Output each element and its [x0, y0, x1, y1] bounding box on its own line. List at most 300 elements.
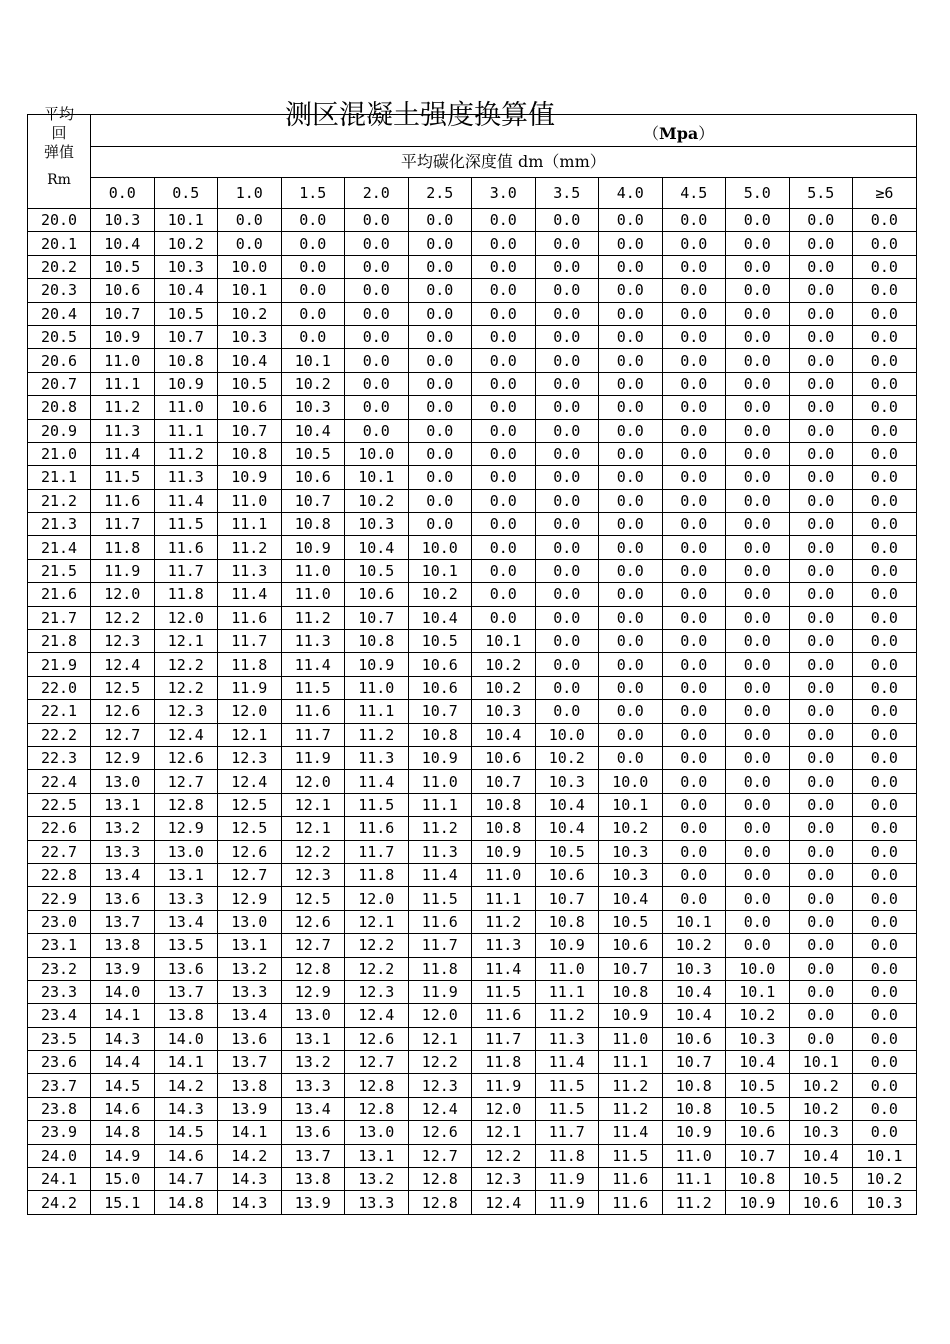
strength-value-cell: 12.7: [91, 723, 155, 746]
strength-value-cell: 0.0: [853, 817, 917, 840]
strength-value-cell: 12.0: [281, 770, 345, 793]
strength-value-cell: 12.0: [154, 606, 218, 629]
strength-value-cell: 0.0: [789, 676, 853, 699]
strength-value-cell: 11.1: [599, 1051, 663, 1074]
strength-value-cell: 0.0: [408, 396, 472, 419]
strength-value-cell: 14.2: [154, 1074, 218, 1097]
rm-header-cell: [28, 105, 91, 209]
strength-value-cell: 12.3: [154, 700, 218, 723]
table-row: [28, 957, 917, 980]
strength-value-cell: 12.1: [281, 793, 345, 816]
table-row: [28, 934, 917, 957]
strength-value-cell: 10.4: [662, 1004, 726, 1027]
rm-value-cell: 24.2: [28, 1191, 91, 1214]
table-row: [28, 325, 917, 348]
strength-value-cell: 12.8: [408, 1191, 472, 1214]
strength-value-cell: 0.0: [853, 606, 917, 629]
strength-value-cell: 0.0: [472, 325, 536, 348]
strength-value-cell: 14.2: [218, 1144, 282, 1167]
strength-value-cell: 11.3: [218, 559, 282, 582]
strength-value-cell: 0.0: [662, 840, 726, 863]
strength-value-cell: 11.8: [154, 583, 218, 606]
strength-value-cell: 0.0: [408, 419, 472, 442]
strength-value-cell: 0.0: [408, 372, 472, 395]
strength-value-cell: 0.0: [789, 887, 853, 910]
strength-value-cell: 0.0: [853, 910, 917, 933]
strength-value-cell: 0.0: [853, 630, 917, 653]
strength-value-cell: 12.8: [345, 1097, 409, 1120]
strength-value-cell: 11.2: [154, 442, 218, 465]
strength-value-cell: 0.0: [599, 536, 663, 559]
strength-value-cell: 0.0: [599, 419, 663, 442]
strength-value-cell: 0.0: [662, 863, 726, 886]
strength-value-cell: 0.0: [726, 863, 790, 886]
strength-value-cell: 0.0: [789, 980, 853, 1003]
strength-value-cell: 10.9: [218, 466, 282, 489]
strength-value-cell: 0.0: [599, 372, 663, 395]
strength-value-cell: 13.1: [218, 934, 282, 957]
strength-value-cell: 13.2: [218, 957, 282, 980]
strength-value-cell: 0.0: [535, 209, 599, 232]
strength-value-cell: 12.3: [408, 1074, 472, 1097]
strength-value-cell: 0.0: [789, 372, 853, 395]
table-row: [28, 1121, 917, 1144]
strength-value-cell: 10.1: [726, 980, 790, 1003]
strength-value-cell: 14.0: [91, 980, 155, 1003]
strength-value-cell: 12.1: [218, 723, 282, 746]
strength-value-cell: 10.8: [408, 723, 472, 746]
strength-value-cell: 12.5: [218, 817, 282, 840]
strength-value-cell: 0.0: [535, 372, 599, 395]
strength-value-cell: 11.0: [662, 1144, 726, 1167]
strength-value-cell: 10.4: [91, 232, 155, 255]
strength-value-cell: 13.1: [345, 1144, 409, 1167]
strength-value-cell: 0.0: [789, 325, 853, 348]
strength-value-cell: 0.0: [726, 630, 790, 653]
strength-value-cell: 12.3: [345, 980, 409, 1003]
strength-value-cell: 12.7: [154, 770, 218, 793]
table-row: [28, 1074, 917, 1097]
strength-value-cell: 0.0: [726, 910, 790, 933]
strength-value-cell: 0.0: [853, 279, 917, 302]
strength-value-cell: 13.9: [281, 1191, 345, 1214]
strength-value-cell: 11.6: [91, 489, 155, 512]
strength-value-cell: 11.2: [535, 1004, 599, 1027]
strength-value-cell: 0.0: [853, 255, 917, 278]
strength-value-cell: 13.9: [91, 957, 155, 980]
strength-value-cell: 0.0: [345, 279, 409, 302]
strength-value-cell: 0.0: [853, 209, 917, 232]
strength-value-cell: 10.5: [726, 1097, 790, 1120]
strength-value-cell: 10.2: [154, 232, 218, 255]
depth-column-header: 3.5: [535, 178, 599, 209]
strength-value-cell: 11.0: [408, 770, 472, 793]
strength-value-cell: 12.6: [218, 840, 282, 863]
strength-value-cell: 12.3: [218, 746, 282, 769]
strength-value-cell: 11.0: [281, 559, 345, 582]
strength-value-cell: 0.0: [853, 676, 917, 699]
strength-value-cell: 10.7: [345, 606, 409, 629]
strength-value-cell: 10.3: [535, 770, 599, 793]
rm-header-line2: 回: [51, 124, 67, 142]
rm-value-cell: 21.0: [28, 442, 91, 465]
strength-value-cell: 0.0: [853, 980, 917, 1003]
strength-value-cell: 10.2: [789, 1097, 853, 1120]
table-row: [28, 770, 917, 793]
strength-value-cell: 13.6: [281, 1121, 345, 1144]
strength-value-cell: 13.7: [154, 980, 218, 1003]
strength-value-cell: 14.6: [91, 1097, 155, 1120]
strength-value-cell: 12.7: [408, 1144, 472, 1167]
strength-value-cell: 0.0: [662, 793, 726, 816]
strength-value-cell: 13.7: [281, 1144, 345, 1167]
strength-value-cell: 0.0: [853, 793, 917, 816]
strength-value-cell: 0.0: [472, 419, 536, 442]
table-row: [28, 676, 917, 699]
strength-value-cell: 0.0: [789, 863, 853, 886]
strength-value-cell: 12.0: [472, 1097, 536, 1120]
strength-value-cell: 11.3: [154, 466, 218, 489]
strength-value-cell: 11.9: [218, 676, 282, 699]
strength-value-cell: 11.0: [281, 583, 345, 606]
strength-value-cell: 0.0: [599, 302, 663, 325]
strength-value-cell: 0.0: [789, 1004, 853, 1027]
strength-value-cell: 10.5: [599, 910, 663, 933]
strength-value-cell: 10.9: [599, 1004, 663, 1027]
strength-value-cell: 11.9: [535, 1168, 599, 1191]
strength-value-cell: 0.0: [662, 372, 726, 395]
depth-column-header: 1.0: [218, 178, 282, 209]
strength-value-cell: 0.0: [789, 793, 853, 816]
rm-value-cell: 23.1: [28, 934, 91, 957]
strength-value-cell: 13.5: [154, 934, 218, 957]
strength-value-cell: 12.1: [345, 910, 409, 933]
rm-value-cell: 20.8: [28, 396, 91, 419]
strength-value-cell: 0.0: [726, 817, 790, 840]
rm-value-cell: 20.6: [28, 349, 91, 372]
rm-value-cell: 20.4: [28, 302, 91, 325]
strength-value-cell: 0.0: [408, 232, 472, 255]
strength-value-cell: 12.0: [345, 887, 409, 910]
strength-value-cell: 11.8: [408, 957, 472, 980]
strength-value-cell: 12.1: [281, 817, 345, 840]
strength-value-cell: 0.0: [535, 442, 599, 465]
rm-value-cell: 21.5: [28, 559, 91, 582]
strength-value-cell: 13.7: [218, 1051, 282, 1074]
strength-value-cell: 10.9: [345, 653, 409, 676]
strength-value-cell: 10.0: [218, 255, 282, 278]
table-row: [28, 630, 917, 653]
strength-value-cell: 0.0: [726, 255, 790, 278]
rm-value-cell: 23.3: [28, 980, 91, 1003]
strength-value-cell: 13.0: [218, 910, 282, 933]
strength-value-cell: 0.0: [472, 466, 536, 489]
strength-value-cell: 10.8: [472, 817, 536, 840]
strength-value-cell: 14.9: [91, 1144, 155, 1167]
strength-value-cell: 0.0: [853, 1097, 917, 1120]
strength-value-cell: 0.0: [472, 302, 536, 325]
strength-value-cell: 0.0: [662, 536, 726, 559]
strength-value-cell: 0.0: [853, 325, 917, 348]
strength-value-cell: 0.0: [472, 442, 536, 465]
strength-value-cell: 11.6: [599, 1191, 663, 1214]
strength-value-cell: 0.0: [408, 513, 472, 536]
strength-value-cell: 13.3: [91, 840, 155, 863]
strength-value-cell: 10.8: [345, 630, 409, 653]
strength-value-cell: 0.0: [853, 746, 917, 769]
strength-value-cell: 11.3: [472, 934, 536, 957]
strength-value-cell: 0.0: [789, 934, 853, 957]
strength-value-cell: 0.0: [408, 209, 472, 232]
strength-value-cell: 0.0: [853, 583, 917, 606]
strength-value-cell: 0.0: [535, 700, 599, 723]
strength-value-cell: 0.0: [535, 653, 599, 676]
strength-value-cell: 11.6: [154, 536, 218, 559]
strength-value-cell: 0.0: [535, 255, 599, 278]
rm-value-cell: 23.2: [28, 957, 91, 980]
depth-column-header: 5.5: [789, 178, 853, 209]
strength-value-cell: 12.8: [345, 1074, 409, 1097]
table-row: [28, 980, 917, 1003]
strength-value-cell: 0.0: [345, 419, 409, 442]
strength-value-cell: 11.1: [218, 513, 282, 536]
strength-value-cell: 0.0: [599, 442, 663, 465]
strength-value-cell: 0.0: [599, 466, 663, 489]
strength-value-cell: 13.2: [91, 817, 155, 840]
strength-value-cell: 12.7: [345, 1051, 409, 1074]
strength-value-cell: 0.0: [789, 1027, 853, 1050]
strength-value-cell: 0.0: [853, 770, 917, 793]
strength-value-cell: 14.1: [218, 1121, 282, 1144]
strength-value-cell: 0.0: [726, 419, 790, 442]
strength-value-cell: 0.0: [345, 325, 409, 348]
strength-value-cell: 11.5: [408, 887, 472, 910]
strength-value-cell: 0.0: [662, 419, 726, 442]
strength-value-cell: 10.7: [662, 1051, 726, 1074]
strength-value-cell: 0.0: [726, 209, 790, 232]
strength-value-cell: 0.0: [662, 232, 726, 255]
strength-value-cell: 0.0: [726, 606, 790, 629]
strength-value-cell: 11.6: [472, 1004, 536, 1027]
rm-value-cell: 23.6: [28, 1051, 91, 1074]
strength-value-cell: 0.0: [789, 209, 853, 232]
strength-value-cell: 14.6: [154, 1144, 218, 1167]
table-row: [28, 863, 917, 886]
strength-value-cell: 0.0: [408, 255, 472, 278]
strength-value-cell: 12.9: [154, 817, 218, 840]
rm-value-cell: 20.5: [28, 325, 91, 348]
strength-value-cell: 10.2: [853, 1168, 917, 1191]
strength-value-cell: 12.0: [91, 583, 155, 606]
strength-value-cell: 11.2: [408, 817, 472, 840]
strength-value-cell: 10.0: [535, 723, 599, 746]
strength-value-cell: 14.3: [154, 1097, 218, 1120]
strength-value-cell: 10.4: [789, 1144, 853, 1167]
strength-value-cell: 12.2: [154, 653, 218, 676]
strength-value-cell: 10.3: [154, 255, 218, 278]
strength-value-cell: 14.3: [218, 1191, 282, 1214]
table-row: [28, 910, 917, 933]
strength-value-cell: 14.1: [91, 1004, 155, 1027]
strength-value-cell: 0.0: [726, 302, 790, 325]
strength-value-cell: 12.2: [472, 1144, 536, 1167]
strength-value-cell: 11.5: [154, 513, 218, 536]
strength-value-cell: 0.0: [726, 232, 790, 255]
strength-value-cell: 10.6: [408, 676, 472, 699]
strength-value-cell: 0.0: [599, 653, 663, 676]
strength-value-cell: 10.0: [345, 442, 409, 465]
strength-value-cell: 0.0: [662, 676, 726, 699]
strength-value-cell: 10.3: [472, 700, 536, 723]
strength-value-cell: 11.2: [91, 396, 155, 419]
strength-value-cell: 0.0: [599, 232, 663, 255]
strength-value-cell: 10.6: [408, 653, 472, 676]
strength-value-cell: 0.0: [789, 489, 853, 512]
strength-value-cell: 0.0: [853, 840, 917, 863]
strength-value-cell: 11.5: [599, 1144, 663, 1167]
strength-value-cell: 0.0: [853, 396, 917, 419]
depth-column-header: 2.5: [408, 178, 472, 209]
strength-value-cell: 10.4: [535, 793, 599, 816]
strength-value-cell: 10.3: [218, 325, 282, 348]
strength-value-cell: 14.5: [154, 1121, 218, 1144]
strength-value-cell: 0.0: [662, 559, 726, 582]
strength-value-cell: 12.6: [91, 700, 155, 723]
table-row: [28, 1027, 917, 1050]
strength-value-cell: 0.0: [789, 255, 853, 278]
table-row: [28, 746, 917, 769]
rm-value-cell: 22.5: [28, 793, 91, 816]
rm-label: Rm: [47, 172, 71, 188]
strength-value-cell: 11.7: [535, 1121, 599, 1144]
rm-header-text: [28, 105, 90, 162]
table-row: [28, 583, 917, 606]
strength-value-cell: 13.6: [218, 1027, 282, 1050]
strength-value-cell: 13.0: [91, 770, 155, 793]
depth-column-header: 1.5: [281, 178, 345, 209]
strength-value-cell: 0.0: [281, 209, 345, 232]
strength-value-cell: 0.0: [599, 583, 663, 606]
strength-value-cell: 0.0: [535, 676, 599, 699]
strength-value-cell: 0.0: [726, 746, 790, 769]
strength-value-cell: 10.8: [281, 513, 345, 536]
strength-value-cell: 10.8: [662, 1074, 726, 1097]
strength-value-cell: 10.3: [281, 396, 345, 419]
strength-value-cell: 13.9: [218, 1097, 282, 1120]
strength-value-cell: 0.0: [599, 325, 663, 348]
strength-value-cell: 0.0: [853, 1004, 917, 1027]
strength-value-cell: 10.5: [281, 442, 345, 465]
strength-value-cell: 0.0: [789, 630, 853, 653]
strength-value-cell: 10.0: [599, 770, 663, 793]
strength-value-cell: 12.8: [281, 957, 345, 980]
strength-value-cell: 11.8: [218, 653, 282, 676]
strength-value-cell: 0.0: [281, 279, 345, 302]
strength-value-cell: 0.0: [599, 700, 663, 723]
strength-value-cell: 0.0: [853, 863, 917, 886]
strength-value-cell: 0.0: [535, 325, 599, 348]
strength-value-cell: 11.7: [408, 934, 472, 957]
strength-value-cell: 0.0: [535, 466, 599, 489]
rm-value-cell: 20.9: [28, 419, 91, 442]
depth-column-header: 5.0: [726, 178, 790, 209]
strength-value-cell: 11.9: [408, 980, 472, 1003]
strength-value-cell: 11.7: [281, 723, 345, 746]
table-row: [28, 1168, 917, 1191]
strength-value-cell: 11.1: [154, 419, 218, 442]
strength-value-cell: 0.0: [789, 349, 853, 372]
rm-header-line1: 平均: [43, 105, 74, 123]
strength-value-cell: 10.1: [154, 209, 218, 232]
strength-value-cell: 10.3: [91, 209, 155, 232]
strength-value-cell: 0.0: [853, 349, 917, 372]
strength-value-cell: 13.0: [154, 840, 218, 863]
strength-value-cell: 0.0: [726, 325, 790, 348]
strength-value-cell: 0.0: [853, 232, 917, 255]
rm-value-cell: 24.0: [28, 1144, 91, 1167]
table-row: [28, 349, 917, 372]
strength-value-cell: 11.1: [472, 887, 536, 910]
strength-value-cell: 12.9: [218, 887, 282, 910]
strength-value-cell: 0.0: [599, 255, 663, 278]
strength-value-cell: 12.6: [154, 746, 218, 769]
unit-value: Mpa: [659, 124, 699, 143]
strength-value-cell: 10.3: [789, 1121, 853, 1144]
strength-value-cell: 0.0: [726, 396, 790, 419]
header-row-subheader: [28, 147, 917, 178]
strength-value-cell: 0.0: [789, 653, 853, 676]
strength-value-cell: 0.0: [345, 372, 409, 395]
depth-column-header: 0.0: [91, 178, 155, 209]
strength-value-cell: 14.3: [91, 1027, 155, 1050]
strength-value-cell: 15.1: [91, 1191, 155, 1214]
strength-value-cell: 0.0: [472, 279, 536, 302]
strength-value-cell: 11.0: [599, 1027, 663, 1050]
strength-value-cell: 12.1: [408, 1027, 472, 1050]
table-row: [28, 396, 917, 419]
strength-value-cell: 12.8: [154, 793, 218, 816]
strength-value-cell: 10.9: [726, 1191, 790, 1214]
strength-value-cell: 10.6: [726, 1121, 790, 1144]
strength-value-cell: 11.3: [91, 419, 155, 442]
strength-value-cell: 11.6: [345, 817, 409, 840]
strength-value-cell: 10.2: [535, 746, 599, 769]
strength-value-cell: 10.6: [345, 583, 409, 606]
strength-value-cell: 10.4: [472, 723, 536, 746]
strength-value-cell: 0.0: [472, 372, 536, 395]
strength-value-cell: 12.2: [154, 676, 218, 699]
table-row: [28, 793, 917, 816]
strength-value-cell: 10.7: [726, 1144, 790, 1167]
strength-value-cell: 11.1: [408, 793, 472, 816]
strength-value-cell: 11.4: [472, 957, 536, 980]
strength-value-cell: 0.0: [408, 302, 472, 325]
strength-value-cell: 0.0: [218, 232, 282, 255]
strength-value-cell: 10.3: [662, 957, 726, 980]
table-row: [28, 606, 917, 629]
strength-value-cell: 12.5: [281, 887, 345, 910]
strength-value-cell: 11.7: [472, 1027, 536, 1050]
strength-value-cell: 12.2: [281, 840, 345, 863]
strength-value-cell: 11.8: [91, 536, 155, 559]
rm-value-cell: 22.4: [28, 770, 91, 793]
strength-value-cell: 0.0: [599, 396, 663, 419]
strength-value-cell: 0.0: [662, 279, 726, 302]
strength-value-cell: 12.9: [281, 980, 345, 1003]
strength-value-cell: 10.1: [853, 1144, 917, 1167]
strength-value-cell: 12.7: [218, 863, 282, 886]
strength-value-cell: 13.1: [154, 863, 218, 886]
